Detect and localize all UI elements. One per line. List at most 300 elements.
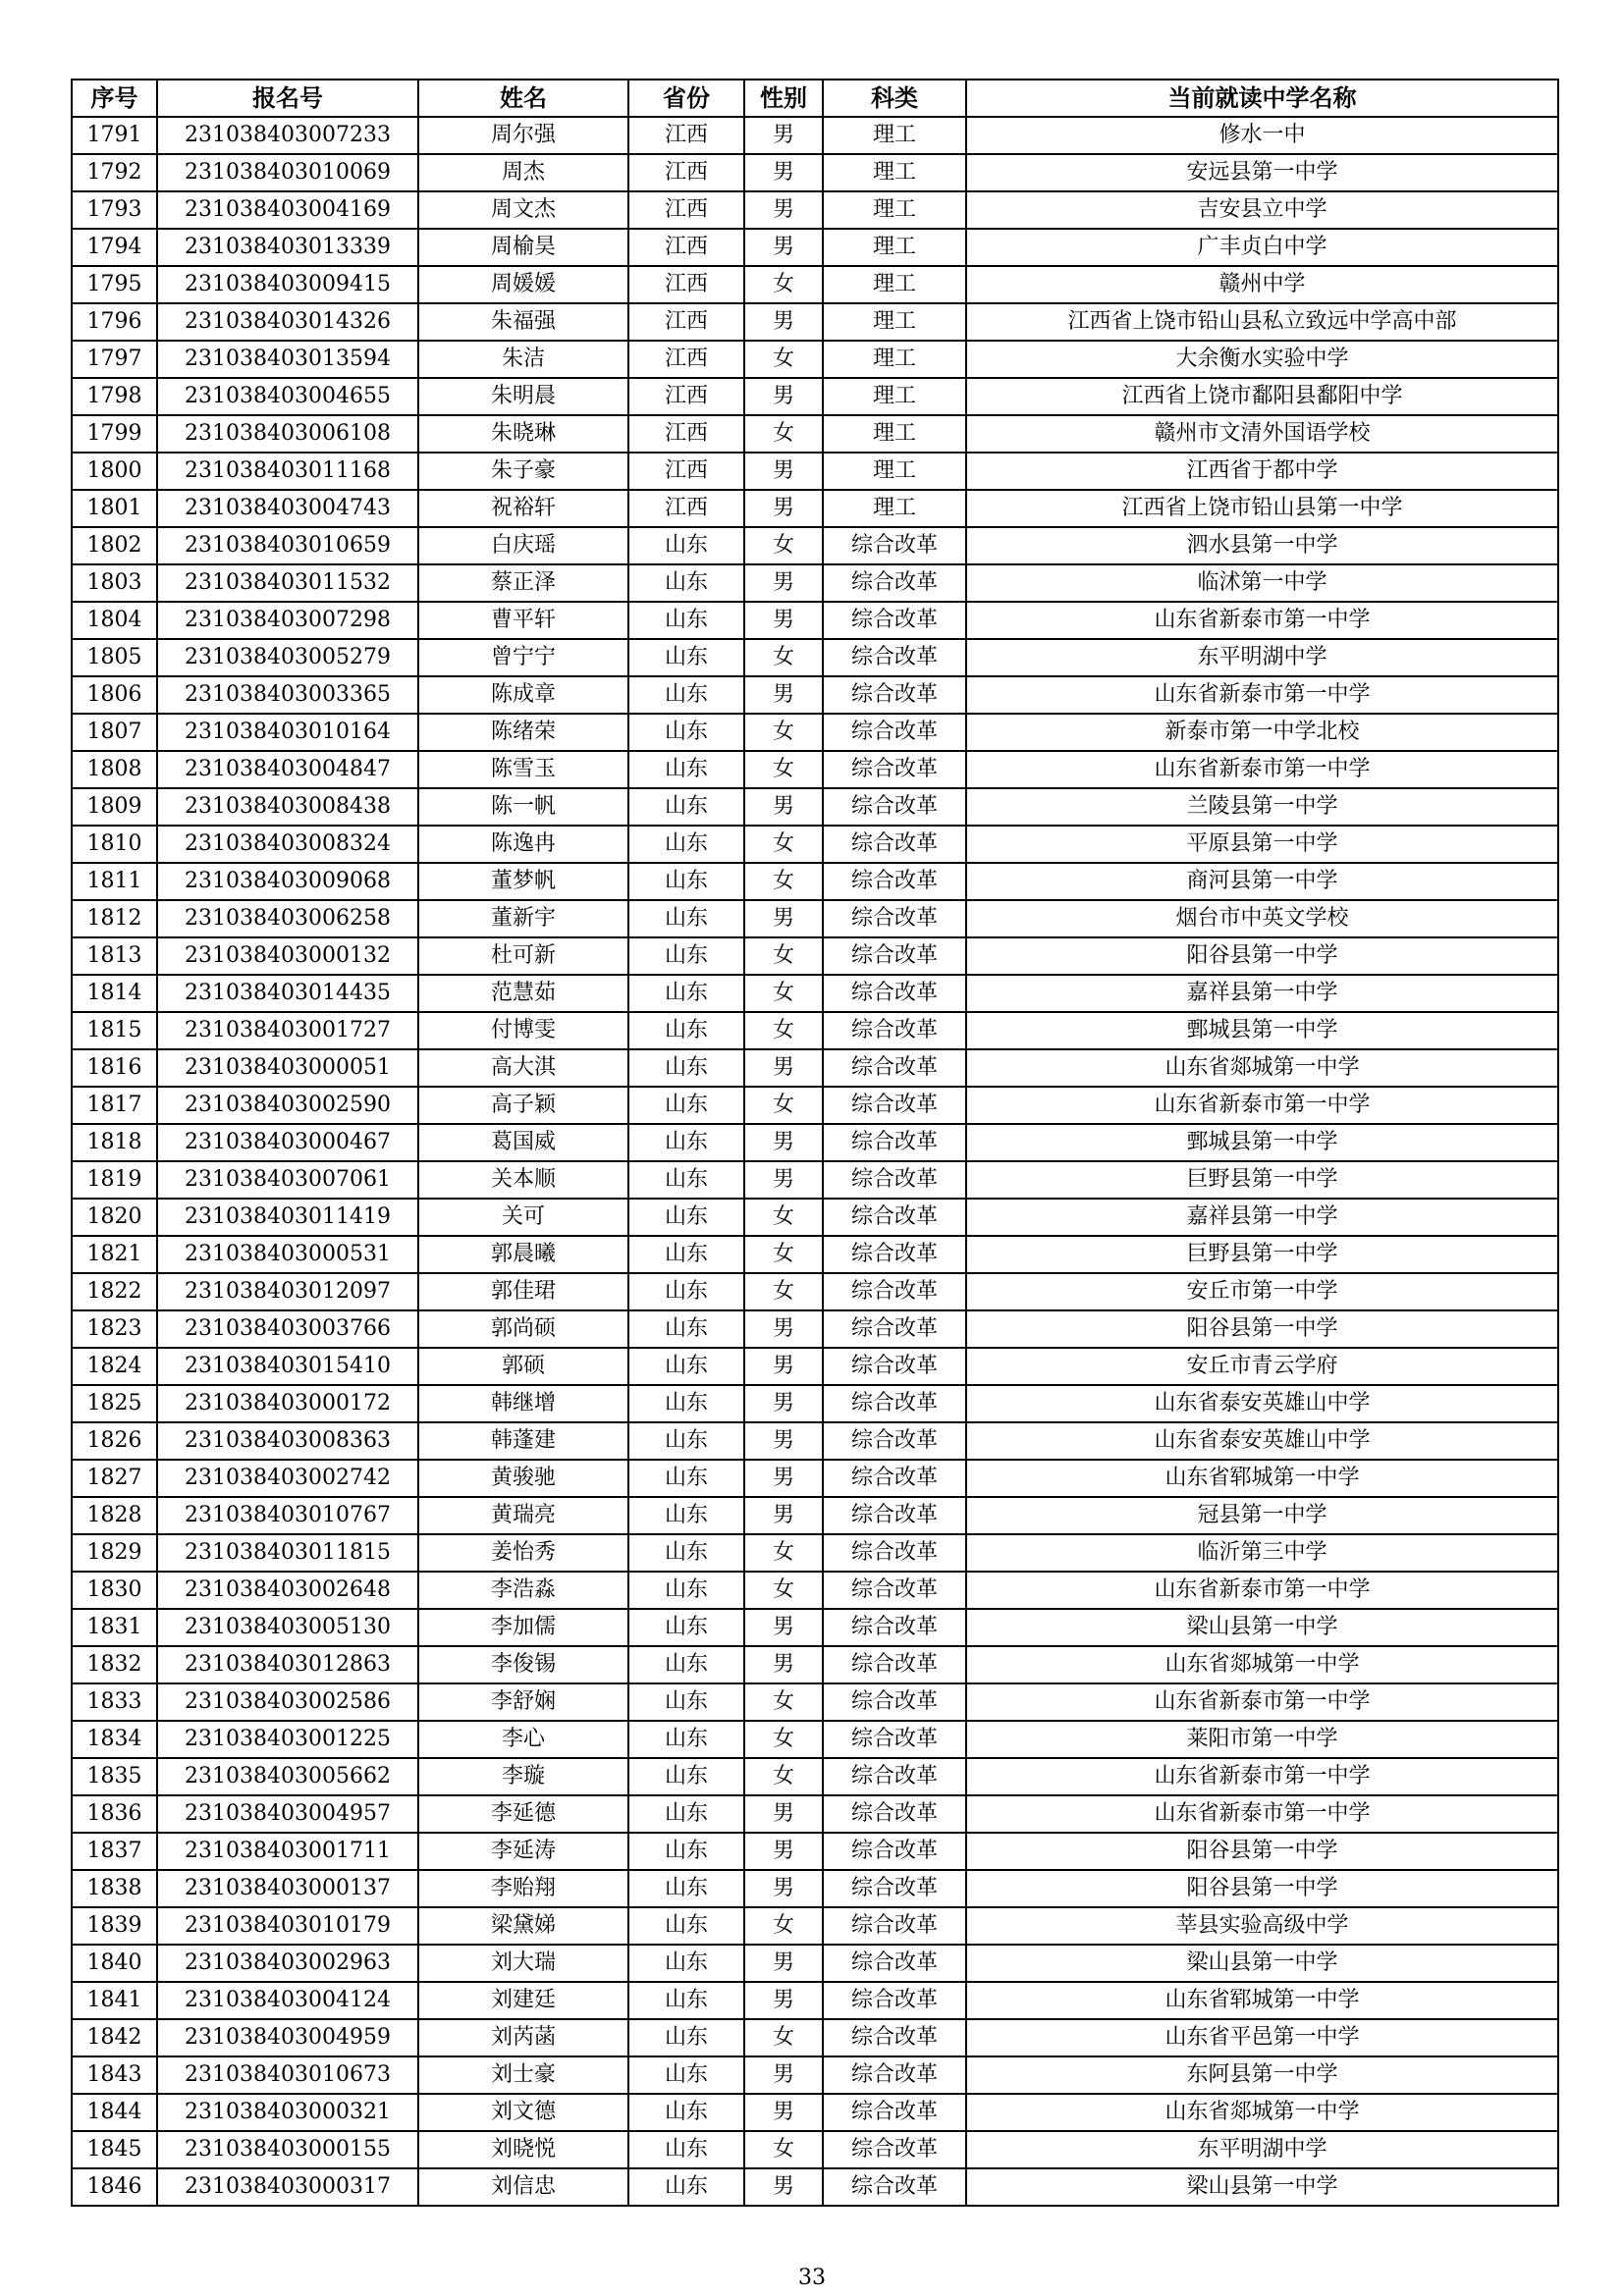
name-cell: 董新宇	[418, 900, 628, 937]
name-cell: 李加儒	[418, 1609, 628, 1646]
gender-cell: 女	[744, 1683, 823, 1721]
province-cell: 江西	[628, 229, 744, 266]
seq-cell: 1832	[72, 1646, 157, 1683]
school-cell: 江西省上饶市铅山县私立致远中学高中部	[966, 303, 1558, 341]
category-cell: 综合改革	[823, 1534, 966, 1572]
seq-cell: 1816	[72, 1049, 157, 1087]
registration-no-cell: 231038403012863	[157, 1646, 418, 1683]
table-row	[72, 1646, 1558, 1683]
province-cell: 山东	[628, 1721, 744, 1758]
category-cell: 综合改革	[823, 1945, 966, 1982]
category-cell: 理工	[823, 378, 966, 415]
gender-cell: 男	[744, 1945, 823, 1982]
registration-no-cell: 231038403002590	[157, 1087, 418, 1124]
seq-cell: 1792	[72, 154, 157, 191]
school-cell: 山东省泰安英雄山中学	[966, 1385, 1558, 1422]
province-cell: 山东	[628, 1049, 744, 1087]
name-cell: 刘晓悦	[418, 2131, 628, 2168]
school-cell: 新泰市第一中学北校	[966, 714, 1558, 751]
category-cell: 综合改革	[823, 1833, 966, 1870]
table-row	[72, 1012, 1558, 1049]
gender-cell: 男	[744, 788, 823, 826]
seq-cell: 1803	[72, 564, 157, 602]
gender-cell: 男	[744, 229, 823, 266]
registration-no-cell: 231038403000155	[157, 2131, 418, 2168]
province-cell: 山东	[628, 1646, 744, 1683]
gender-cell: 男	[744, 602, 823, 639]
category-cell: 综合改革	[823, 1795, 966, 1833]
table-row	[72, 2019, 1558, 2056]
name-cell: 曾宁宁	[418, 639, 628, 676]
category-cell: 综合改革	[823, 751, 966, 788]
province-cell: 山东	[628, 1236, 744, 1273]
province-cell: 山东	[628, 751, 744, 788]
province-cell: 江西	[628, 490, 744, 527]
seq-cell: 1839	[72, 1907, 157, 1945]
gender-cell: 女	[744, 937, 823, 975]
table-row	[72, 676, 1558, 714]
registration-no-cell: 231038403010659	[157, 527, 418, 564]
name-cell: 关可	[418, 1199, 628, 1236]
category-cell: 综合改革	[823, 826, 966, 863]
name-cell: 李延涛	[418, 1833, 628, 1870]
category-cell: 综合改革	[823, 1870, 966, 1907]
seq-cell: 1797	[72, 341, 157, 378]
seq-cell: 1844	[72, 2094, 157, 2131]
province-cell: 山东	[628, 1310, 744, 1348]
school-cell: 冠县第一中学	[966, 1497, 1558, 1534]
school-cell: 梁山县第一中学	[966, 1609, 1558, 1646]
table-row	[72, 229, 1558, 266]
registration-no-cell: 231038403013594	[157, 341, 418, 378]
gender-cell: 男	[744, 1460, 823, 1497]
table-row	[72, 341, 1558, 378]
school-cell: 梁山县第一中学	[966, 2168, 1558, 2206]
registration-no-cell: 231038403004655	[157, 378, 418, 415]
seq-cell: 1804	[72, 602, 157, 639]
table-row	[72, 1087, 1558, 1124]
name-cell: 刘信忠	[418, 2168, 628, 2206]
category-cell: 综合改革	[823, 2168, 966, 2206]
table-row	[72, 1907, 1558, 1945]
name-cell: 周媛媛	[418, 266, 628, 303]
registration-no-cell: 231038403003766	[157, 1310, 418, 1348]
seq-cell: 1836	[72, 1795, 157, 1833]
header-name: 姓名	[418, 80, 628, 117]
gender-cell: 女	[744, 2019, 823, 2056]
table-row	[72, 1945, 1558, 1982]
province-cell: 山东	[628, 639, 744, 676]
gender-cell: 男	[744, 1124, 823, 1161]
table-row	[72, 527, 1558, 564]
table-row	[72, 266, 1558, 303]
seq-cell: 1813	[72, 937, 157, 975]
registration-no-cell: 231038403010673	[157, 2056, 418, 2094]
table-row	[72, 1385, 1558, 1422]
name-cell: 刘芮菡	[418, 2019, 628, 2056]
seq-cell: 1845	[72, 2131, 157, 2168]
registration-no-cell: 231038403010179	[157, 1907, 418, 1945]
registration-no-cell: 231038403001225	[157, 1721, 418, 1758]
province-cell: 山东	[628, 1497, 744, 1534]
gender-cell: 男	[744, 1609, 823, 1646]
category-cell: 综合改革	[823, 1385, 966, 1422]
name-cell: 范慧茹	[418, 975, 628, 1012]
registration-no-cell: 231038403001727	[157, 1012, 418, 1049]
gender-cell: 女	[744, 1758, 823, 1795]
seq-cell: 1822	[72, 1273, 157, 1310]
category-cell: 理工	[823, 191, 966, 229]
category-cell: 综合改革	[823, 714, 966, 751]
school-cell: 鄄城县第一中学	[966, 1012, 1558, 1049]
school-cell: 山东省郓城第一中学	[966, 1460, 1558, 1497]
province-cell: 江西	[628, 117, 744, 154]
province-cell: 江西	[628, 266, 744, 303]
table-row	[72, 1460, 1558, 1497]
seq-cell: 1826	[72, 1422, 157, 1460]
name-cell: 李贻翔	[418, 1870, 628, 1907]
category-cell: 综合改革	[823, 1982, 966, 2019]
seq-cell: 1795	[72, 266, 157, 303]
category-cell: 理工	[823, 266, 966, 303]
registration-no-cell: 231038403011815	[157, 1534, 418, 1572]
province-cell: 山东	[628, 1945, 744, 1982]
name-cell: 董梦帆	[418, 863, 628, 900]
name-cell: 曹平轩	[418, 602, 628, 639]
registration-no-cell: 231038403004959	[157, 2019, 418, 2056]
table-row	[72, 1758, 1558, 1795]
province-cell: 山东	[628, 1348, 744, 1385]
table-row	[72, 1124, 1558, 1161]
table-row	[72, 117, 1558, 154]
gender-cell: 男	[744, 1161, 823, 1199]
category-cell: 综合改革	[823, 1124, 966, 1161]
gender-cell: 女	[744, 826, 823, 863]
seq-cell: 1815	[72, 1012, 157, 1049]
registration-no-cell: 231038403002586	[157, 1683, 418, 1721]
registration-no-cell: 231038403010069	[157, 154, 418, 191]
registration-no-cell: 231038403002742	[157, 1460, 418, 1497]
gender-cell: 男	[744, 1049, 823, 1087]
name-cell: 陈成章	[418, 676, 628, 714]
category-cell: 综合改革	[823, 1049, 966, 1087]
school-cell: 山东省新泰市第一中学	[966, 1795, 1558, 1833]
registration-no-cell: 231038403007233	[157, 117, 418, 154]
province-cell: 山东	[628, 527, 744, 564]
seq-cell: 1812	[72, 900, 157, 937]
registration-no-cell: 231038403004743	[157, 490, 418, 527]
province-cell: 山东	[628, 1087, 744, 1124]
seq-cell: 1817	[72, 1087, 157, 1124]
registration-no-cell: 231038403006108	[157, 415, 418, 453]
table-row	[72, 1795, 1558, 1833]
table-row	[72, 2131, 1558, 2168]
province-cell: 山东	[628, 2131, 744, 2168]
category-cell: 综合改革	[823, 1310, 966, 1348]
gender-cell: 男	[744, 2094, 823, 2131]
gender-cell: 男	[744, 1385, 823, 1422]
category-cell: 综合改革	[823, 1497, 966, 1534]
seq-cell: 1834	[72, 1721, 157, 1758]
seq-cell: 1794	[72, 229, 157, 266]
registration-no-cell: 231038403004847	[157, 751, 418, 788]
province-cell: 山东	[628, 564, 744, 602]
table-row	[72, 602, 1558, 639]
category-cell: 综合改革	[823, 1348, 966, 1385]
school-cell: 山东省郯城第一中学	[966, 1049, 1558, 1087]
name-cell: 李浩淼	[418, 1572, 628, 1609]
table-row	[72, 1273, 1558, 1310]
seq-cell: 1840	[72, 1945, 157, 1982]
category-cell: 综合改革	[823, 1907, 966, 1945]
registration-no-cell: 231038403008363	[157, 1422, 418, 1460]
school-cell: 山东省新泰市第一中学	[966, 676, 1558, 714]
province-cell: 山东	[628, 714, 744, 751]
category-cell: 理工	[823, 490, 966, 527]
registration-no-cell: 231038403000172	[157, 1385, 418, 1422]
school-cell: 商河县第一中学	[966, 863, 1558, 900]
table-row	[72, 453, 1558, 490]
name-cell: 关本顺	[418, 1161, 628, 1199]
seq-cell: 1828	[72, 1497, 157, 1534]
table-row	[72, 1534, 1558, 1572]
name-cell: 朱洁	[418, 341, 628, 378]
registration-no-cell: 231038403011532	[157, 564, 418, 602]
school-cell: 东平明湖中学	[966, 2131, 1558, 2168]
gender-cell: 男	[744, 154, 823, 191]
school-cell: 山东省新泰市第一中学	[966, 1758, 1558, 1795]
school-cell: 山东省郯城第一中学	[966, 1646, 1558, 1683]
school-cell: 阳谷县第一中学	[966, 1870, 1558, 1907]
seq-cell: 1843	[72, 2056, 157, 2094]
school-cell: 莘县实验高级中学	[966, 1907, 1558, 1945]
province-cell: 山东	[628, 1982, 744, 2019]
province-cell: 山东	[628, 2056, 744, 2094]
table-row	[72, 1870, 1558, 1907]
category-cell: 综合改革	[823, 1422, 966, 1460]
province-cell: 山东	[628, 1199, 744, 1236]
category-cell: 综合改革	[823, 1273, 966, 1310]
registration-no-cell: 231038403015410	[157, 1348, 418, 1385]
gender-cell: 男	[744, 1310, 823, 1348]
school-cell: 莱阳市第一中学	[966, 1721, 1558, 1758]
table-row	[72, 2056, 1558, 2094]
gender-cell: 男	[744, 117, 823, 154]
school-cell: 山东省新泰市第一中学	[966, 751, 1558, 788]
registration-no-cell: 231038403009415	[157, 266, 418, 303]
province-cell: 山东	[628, 1012, 744, 1049]
table-row	[72, 1497, 1558, 1534]
seq-cell: 1791	[72, 117, 157, 154]
seq-cell: 1801	[72, 490, 157, 527]
registration-no-cell: 231038403004169	[157, 191, 418, 229]
gender-cell: 男	[744, 900, 823, 937]
gender-cell: 男	[744, 2168, 823, 2206]
gender-cell: 女	[744, 1236, 823, 1273]
name-cell: 朱晓琳	[418, 415, 628, 453]
header-category: 科类	[823, 80, 966, 117]
category-cell: 综合改革	[823, 975, 966, 1012]
name-cell: 李心	[418, 1721, 628, 1758]
registration-no-cell: 231038403002963	[157, 1945, 418, 1982]
table-row	[72, 1572, 1558, 1609]
name-cell: 高子颖	[418, 1087, 628, 1124]
province-cell: 山东	[628, 1161, 744, 1199]
registration-no-cell: 231038403001711	[157, 1833, 418, 1870]
name-cell: 周文杰	[418, 191, 628, 229]
name-cell: 郭硕	[418, 1348, 628, 1385]
name-cell: 蔡正泽	[418, 564, 628, 602]
name-cell: 陈一帆	[418, 788, 628, 826]
category-cell: 综合改革	[823, 602, 966, 639]
gender-cell: 男	[744, 1646, 823, 1683]
seq-cell: 1796	[72, 303, 157, 341]
school-cell: 巨野县第一中学	[966, 1236, 1558, 1273]
province-cell: 山东	[628, 937, 744, 975]
category-cell: 综合改革	[823, 1161, 966, 1199]
table-row	[72, 975, 1558, 1012]
seq-cell: 1805	[72, 639, 157, 676]
school-cell: 阳谷县第一中学	[966, 937, 1558, 975]
province-cell: 江西	[628, 415, 744, 453]
name-cell: 陈雪玉	[418, 751, 628, 788]
category-cell: 综合改革	[823, 676, 966, 714]
registration-no-cell: 231038403000531	[157, 1236, 418, 1273]
registration-no-cell: 231038403005279	[157, 639, 418, 676]
header-province: 省份	[628, 80, 744, 117]
table-row	[72, 564, 1558, 602]
province-cell: 江西	[628, 303, 744, 341]
registration-no-cell: 231038403002648	[157, 1572, 418, 1609]
school-cell: 嘉祥县第一中学	[966, 1199, 1558, 1236]
category-cell: 综合改革	[823, 1012, 966, 1049]
gender-cell: 女	[744, 1721, 823, 1758]
table-row	[72, 303, 1558, 341]
name-cell: 周榆昊	[418, 229, 628, 266]
table-row	[72, 863, 1558, 900]
category-cell: 综合改革	[823, 1609, 966, 1646]
name-cell: 郭尚硕	[418, 1310, 628, 1348]
seq-cell: 1838	[72, 1870, 157, 1907]
province-cell: 山东	[628, 1758, 744, 1795]
province-cell: 江西	[628, 341, 744, 378]
gender-cell: 女	[744, 527, 823, 564]
gender-cell: 女	[744, 863, 823, 900]
name-cell: 黄骏驰	[418, 1460, 628, 1497]
registration-no-cell: 231038403014326	[157, 303, 418, 341]
table-row	[72, 751, 1558, 788]
name-cell: 陈绪荣	[418, 714, 628, 751]
name-cell: 梁黛娣	[418, 1907, 628, 1945]
seq-cell: 1833	[72, 1683, 157, 1721]
gender-cell: 女	[744, 2131, 823, 2168]
name-cell: 李舒娴	[418, 1683, 628, 1721]
category-cell: 综合改革	[823, 2094, 966, 2131]
province-cell: 山东	[628, 1460, 744, 1497]
school-cell: 嘉祥县第一中学	[966, 975, 1558, 1012]
gender-cell: 女	[744, 714, 823, 751]
province-cell: 山东	[628, 1534, 744, 1572]
registration-no-cell: 231038403007061	[157, 1161, 418, 1199]
category-cell: 综合改革	[823, 527, 966, 564]
table-row	[72, 1310, 1558, 1348]
name-cell: 黄瑞亮	[418, 1497, 628, 1534]
gender-cell: 女	[744, 266, 823, 303]
school-cell: 山东省泰安英雄山中学	[966, 1422, 1558, 1460]
name-cell: 白庆瑶	[418, 527, 628, 564]
table-row	[72, 1049, 1558, 1087]
school-cell: 东平明湖中学	[966, 639, 1558, 676]
seq-cell: 1827	[72, 1460, 157, 1497]
seq-cell: 1807	[72, 714, 157, 751]
table-row	[72, 490, 1558, 527]
seq-cell: 1842	[72, 2019, 157, 2056]
school-cell: 修水一中	[966, 117, 1558, 154]
registration-no-cell: 231038403003365	[157, 676, 418, 714]
category-cell: 综合改革	[823, 1199, 966, 1236]
table-row	[72, 1721, 1558, 1758]
gender-cell: 男	[744, 378, 823, 415]
table-row	[72, 2094, 1558, 2131]
category-cell: 综合改革	[823, 639, 966, 676]
school-cell: 巨野县第一中学	[966, 1161, 1558, 1199]
table-row	[72, 1833, 1558, 1870]
gender-cell: 男	[744, 191, 823, 229]
category-cell: 综合改革	[823, 2131, 966, 2168]
seq-cell: 1830	[72, 1572, 157, 1609]
category-cell: 理工	[823, 453, 966, 490]
gender-cell: 女	[744, 1087, 823, 1124]
province-cell: 山东	[628, 826, 744, 863]
name-cell: 韩蓬建	[418, 1422, 628, 1460]
school-cell: 临沂第三中学	[966, 1534, 1558, 1572]
province-cell: 山东	[628, 975, 744, 1012]
table-row	[72, 1982, 1558, 2019]
table-row	[72, 2168, 1558, 2206]
province-cell: 江西	[628, 154, 744, 191]
student-roster-table	[71, 79, 1559, 2207]
province-cell: 山东	[628, 2168, 744, 2206]
province-cell: 山东	[628, 1422, 744, 1460]
name-cell: 付博雯	[418, 1012, 628, 1049]
school-cell: 安远县第一中学	[966, 154, 1558, 191]
seq-cell: 1808	[72, 751, 157, 788]
gender-cell: 女	[744, 1572, 823, 1609]
category-cell: 理工	[823, 415, 966, 453]
table-row	[72, 1161, 1558, 1199]
registration-no-cell: 231038403005662	[157, 1758, 418, 1795]
table-row	[72, 415, 1558, 453]
school-cell: 阳谷县第一中学	[966, 1833, 1558, 1870]
name-cell: 朱福强	[418, 303, 628, 341]
school-cell: 吉安县立中学	[966, 191, 1558, 229]
registration-no-cell: 231038403012097	[157, 1273, 418, 1310]
gender-cell: 女	[744, 415, 823, 453]
gender-cell: 女	[744, 751, 823, 788]
registration-no-cell: 231038403010767	[157, 1497, 418, 1534]
header-gender: 性别	[744, 80, 823, 117]
province-cell: 山东	[628, 2019, 744, 2056]
category-cell: 综合改革	[823, 863, 966, 900]
seq-cell: 1793	[72, 191, 157, 229]
table-row	[72, 1422, 1558, 1460]
category-cell: 综合改革	[823, 1646, 966, 1683]
school-cell: 山东省平邑第一中学	[966, 2019, 1558, 2056]
seq-cell: 1825	[72, 1385, 157, 1422]
school-cell: 阳谷县第一中学	[966, 1310, 1558, 1348]
category-cell: 理工	[823, 303, 966, 341]
gender-cell: 女	[744, 1273, 823, 1310]
